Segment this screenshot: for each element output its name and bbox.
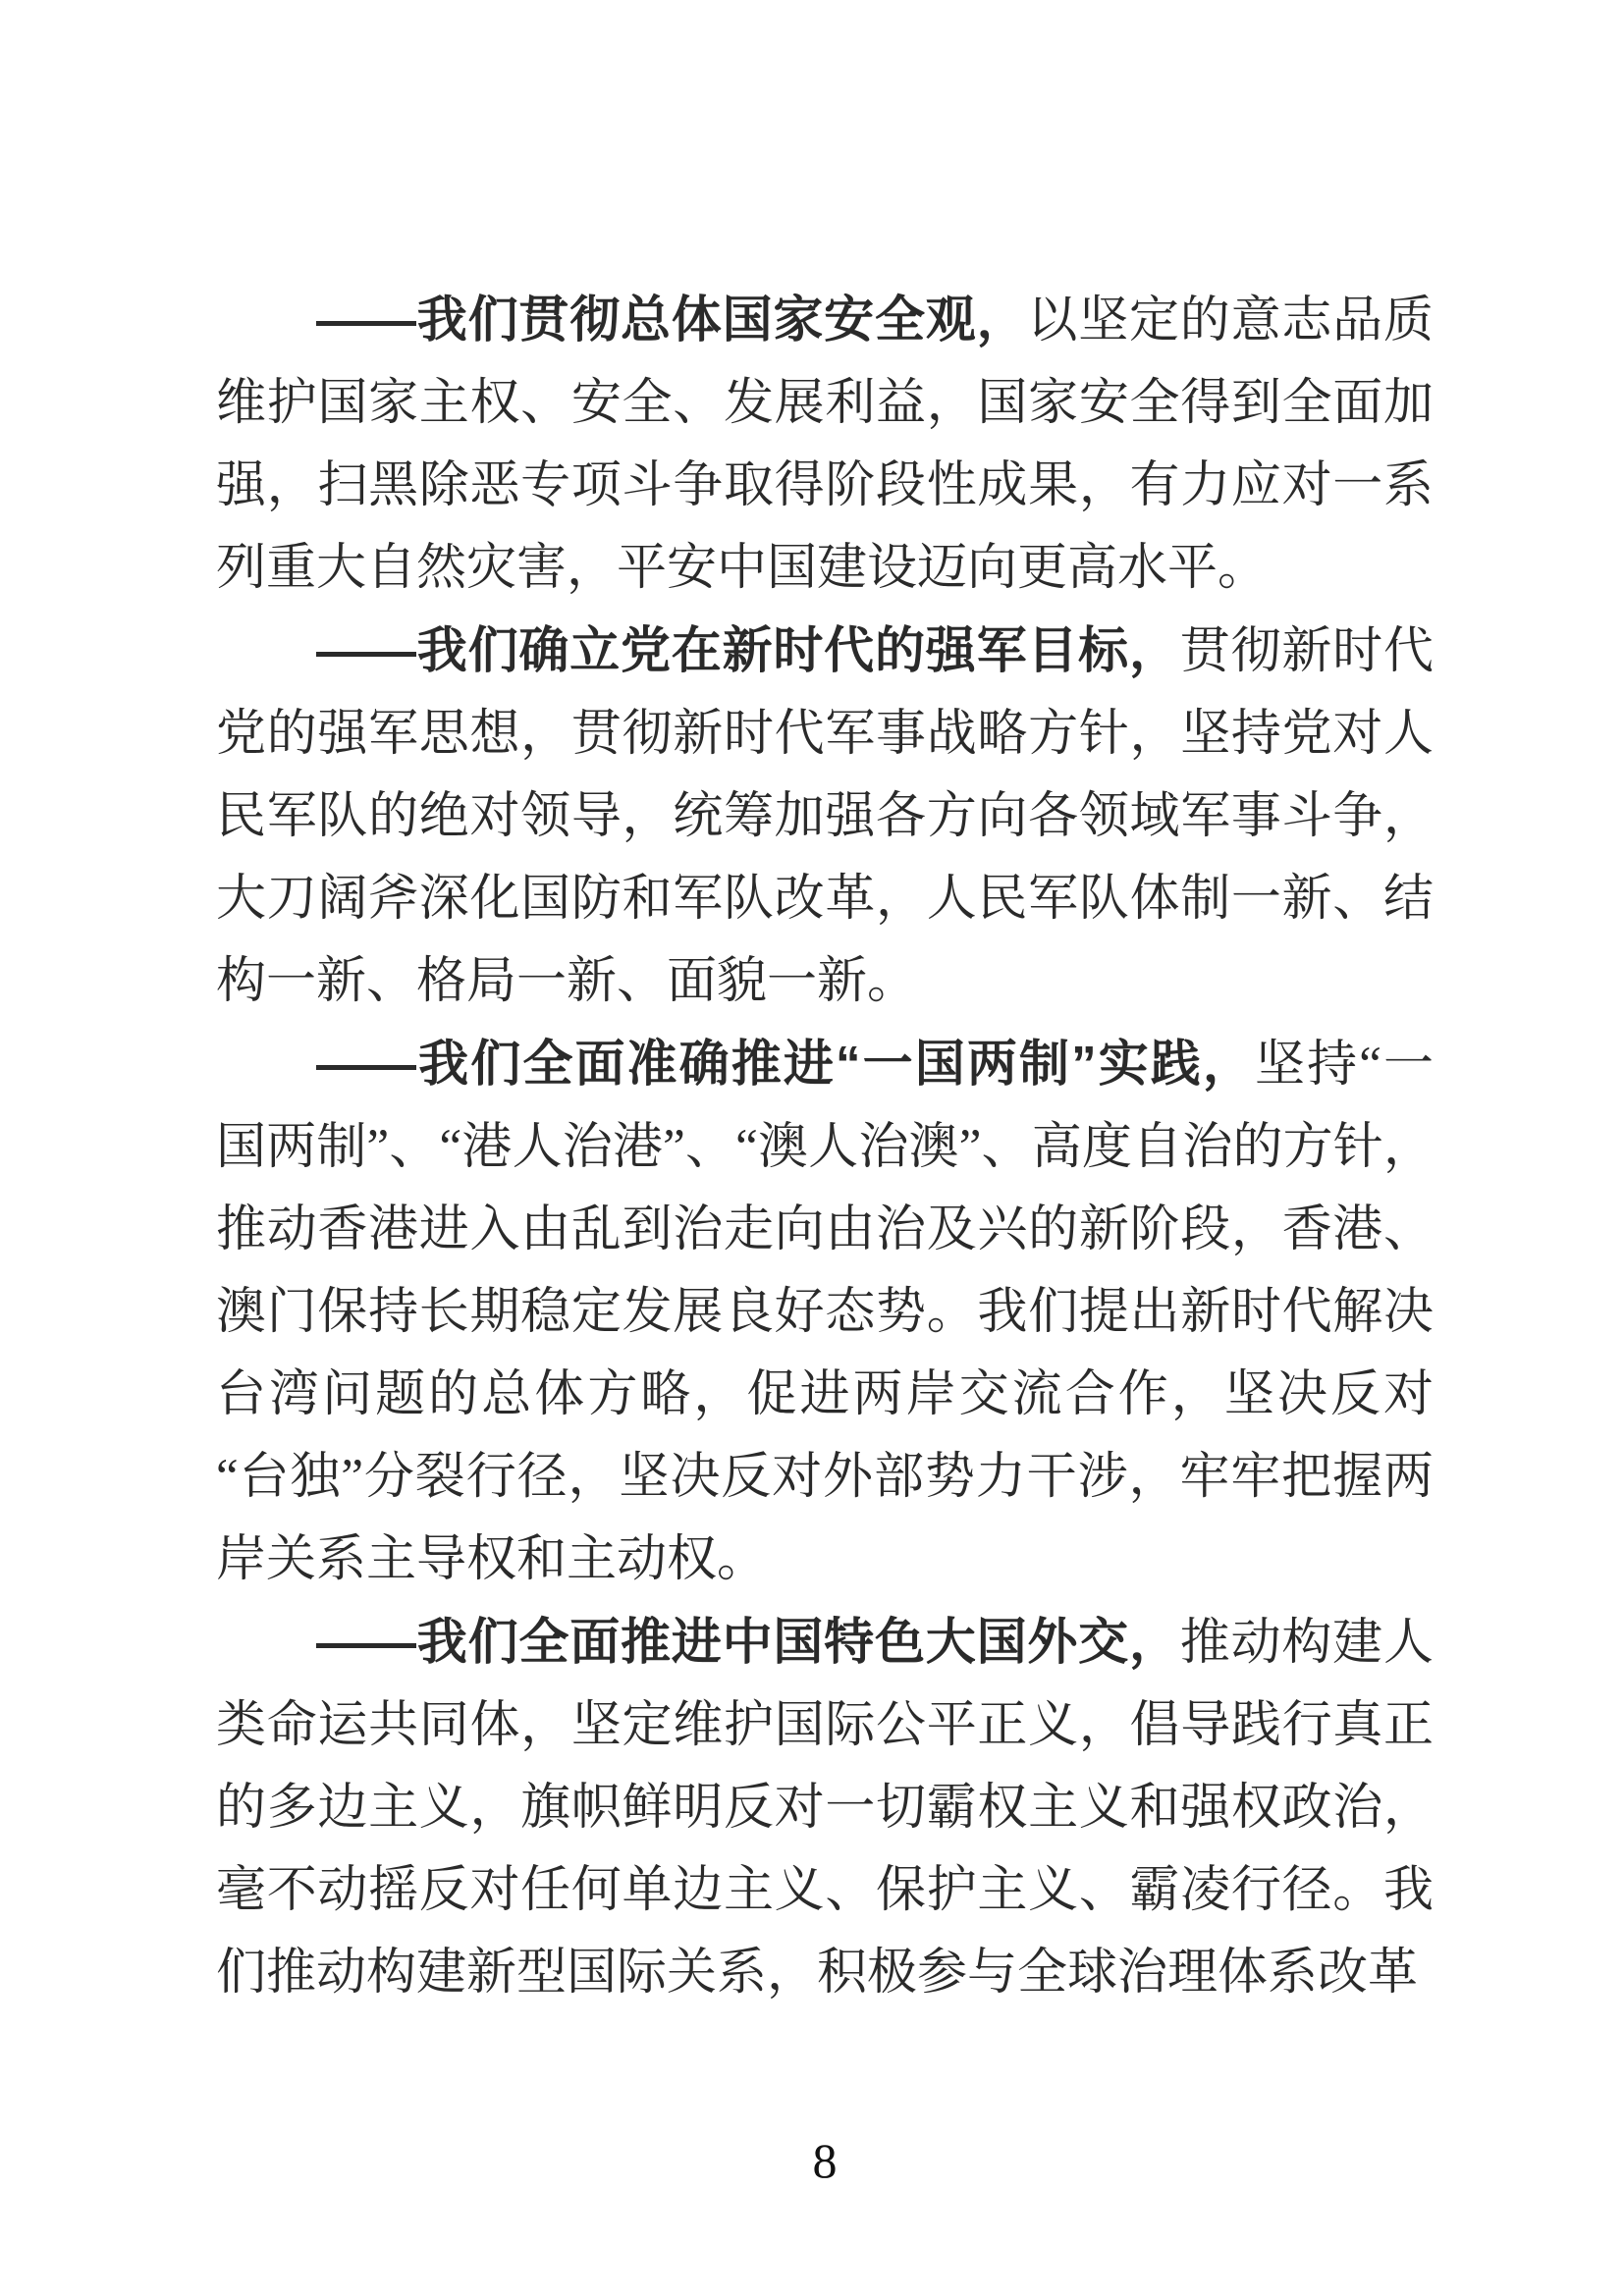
paragraph-body: 贯彻新时代党的强军思想，贯彻新时代军事战略方针，坚持党对人民军队的绝对领导，统筹加强各方向各领域军事斗争，大刀阔斧深化国防和军队改革，人民军队体制一新、结构一新、格局一新、面貌一新。 — [216, 624, 1434, 1009]
text-block — [216, 279, 1434, 2014]
paragraph — [216, 279, 1434, 610]
paragraph — [216, 610, 1434, 1023]
paragraph-lead: ——我们全面推进中国特色大国外交， — [316, 1614, 1180, 1670]
paragraph — [216, 1601, 1434, 2014]
paragraph-lead: ——我们确立党在新时代的强军目标， — [316, 622, 1180, 678]
paragraph-lead: ——我们贯彻总体国家安全观， — [316, 292, 1028, 347]
page-number: 8 — [812, 2133, 838, 2188]
paragraph — [216, 1023, 1434, 1601]
paragraph-body: 推动构建人类命运共同体，坚定维护国际公平正义，倡导践行真正的多边主义，旗帜鲜明反对一切霸权主义和强权政治，毫不动摇反对任何单边主义、保护主义、霸凌行径。我们推动构建新型国际关系，积极参与全球治理体系改革 — [216, 1616, 1434, 2001]
paragraph-body: 以坚定的意志品质维护国家主权、安全、发展利益，国家安全得到全面加强，扫黑除恶专项斗争取得阶段性成果，有力应对一系列重大自然灾害，平安中国建设迈向更高水平。 — [216, 294, 1434, 596]
paragraph-body: 坚持“一国两制”、“港人治港”、“澳人治澳”、高度自治的方针，推动香港进入由乱到治走向由治及兴的新阶段，香港、澳门保持长期稳定发展良好态势。我们提出新时代解决台湾问题的总体方略，促进两岸交流合作，坚决反对“台独”分裂行径，坚决反对外部势力干涉，牢牢把握两岸关系主导权和主动权。 — [216, 1038, 1434, 1587]
paragraph-lead: ——我们全面准确推进“一国两制”实践， — [316, 1036, 1256, 1092]
